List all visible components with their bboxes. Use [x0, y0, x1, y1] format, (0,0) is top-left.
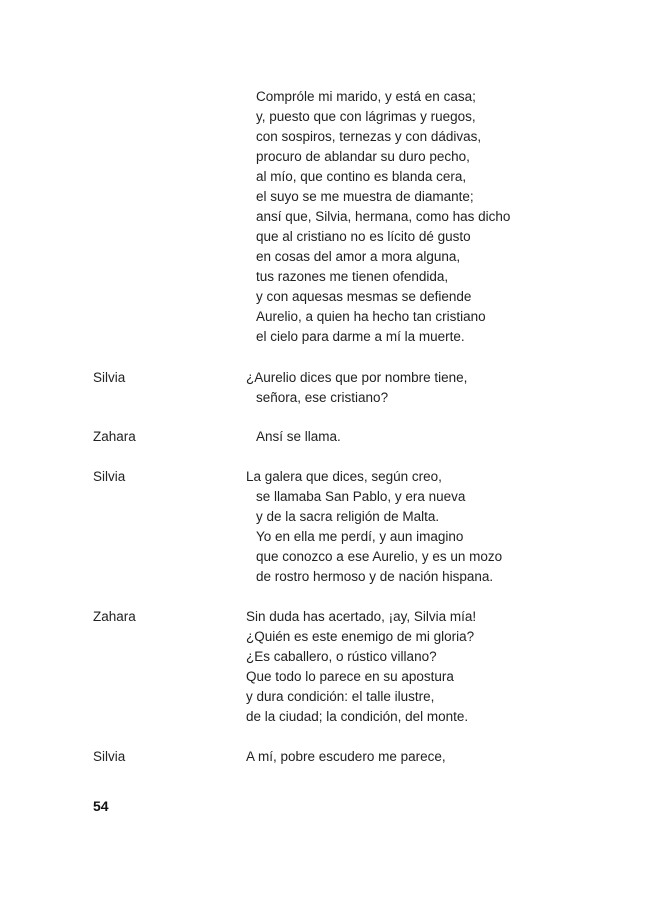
- verse-line: ¿Quién es este enemigo de mi gloria?: [246, 629, 475, 644]
- verse-line: se llamaba San Pablo, y era nueva: [256, 489, 466, 504]
- verse-line: y, puesto que con lágrimas y ruegos,: [256, 109, 476, 124]
- verse-line: que al cristiano no es lícito dé gusto: [256, 229, 471, 244]
- verse-line: el cielo para darme a mí la muerte.: [256, 329, 465, 344]
- verse-line: en cosas del amor a mora alguna,: [256, 249, 461, 264]
- verse-line: A mí, pobre escudero me parece,: [246, 749, 446, 764]
- speaker-name: Zahara: [93, 429, 136, 444]
- verse-line: procuro de ablandar su duro pecho,: [256, 149, 470, 164]
- verse-line: Ansí se llama.: [256, 429, 341, 444]
- verse-line: ansí que, Silvia, hermana, como has dicho: [256, 209, 511, 224]
- verse-line: que conozco a ese Aurelio, y es un mozo: [256, 549, 503, 564]
- verse-line: de la ciudad; la condición, del monte.: [246, 709, 469, 724]
- speaker-name: Silvia: [93, 749, 126, 764]
- verse-line: ¿Aurelio dices que por nombre tiene,: [246, 370, 468, 385]
- verse-line: Yo en ella me perdí, y aun imagino: [256, 529, 464, 544]
- verse-line: y dura condición: el talle ilustre,: [246, 689, 435, 704]
- verse-line: al mío, que contino es blanda cera,: [256, 169, 467, 184]
- verse-line: y con aquesas mesmas se defiende: [256, 289, 472, 304]
- verse-line: Compróle mi marido, y está en casa;: [256, 89, 476, 104]
- verse-line: ¿Es caballero, o rústico villano?: [246, 649, 437, 664]
- speaker-name: Zahara: [93, 609, 136, 624]
- verse-line: tus razones me tienen ofendida,: [256, 269, 449, 284]
- verse-line: de rostro hermoso y de nación hispana.: [256, 569, 494, 584]
- speaker-name: Silvia: [93, 469, 126, 484]
- verse-line: señora, ese cristiano?: [256, 390, 389, 405]
- verse-line: el suyo se me muestra de diamante;: [256, 189, 474, 204]
- verse-line: La galera que dices, según creo,: [246, 469, 442, 484]
- speaker-name: Silvia: [93, 370, 126, 385]
- verse-line: Aurelio, a quien ha hecho tan cristiano: [256, 309, 486, 324]
- verse-line: con sospiros, ternezas y con dádivas,: [256, 129, 482, 144]
- page-number: 54: [93, 798, 109, 814]
- verse-line: y de la sacra religión de Malta.: [256, 509, 440, 524]
- verse-line: Sin duda has acertado, ¡ay, Silvia mía!: [246, 609, 477, 624]
- verse-line: Que todo lo parece en su apostura: [246, 669, 454, 684]
